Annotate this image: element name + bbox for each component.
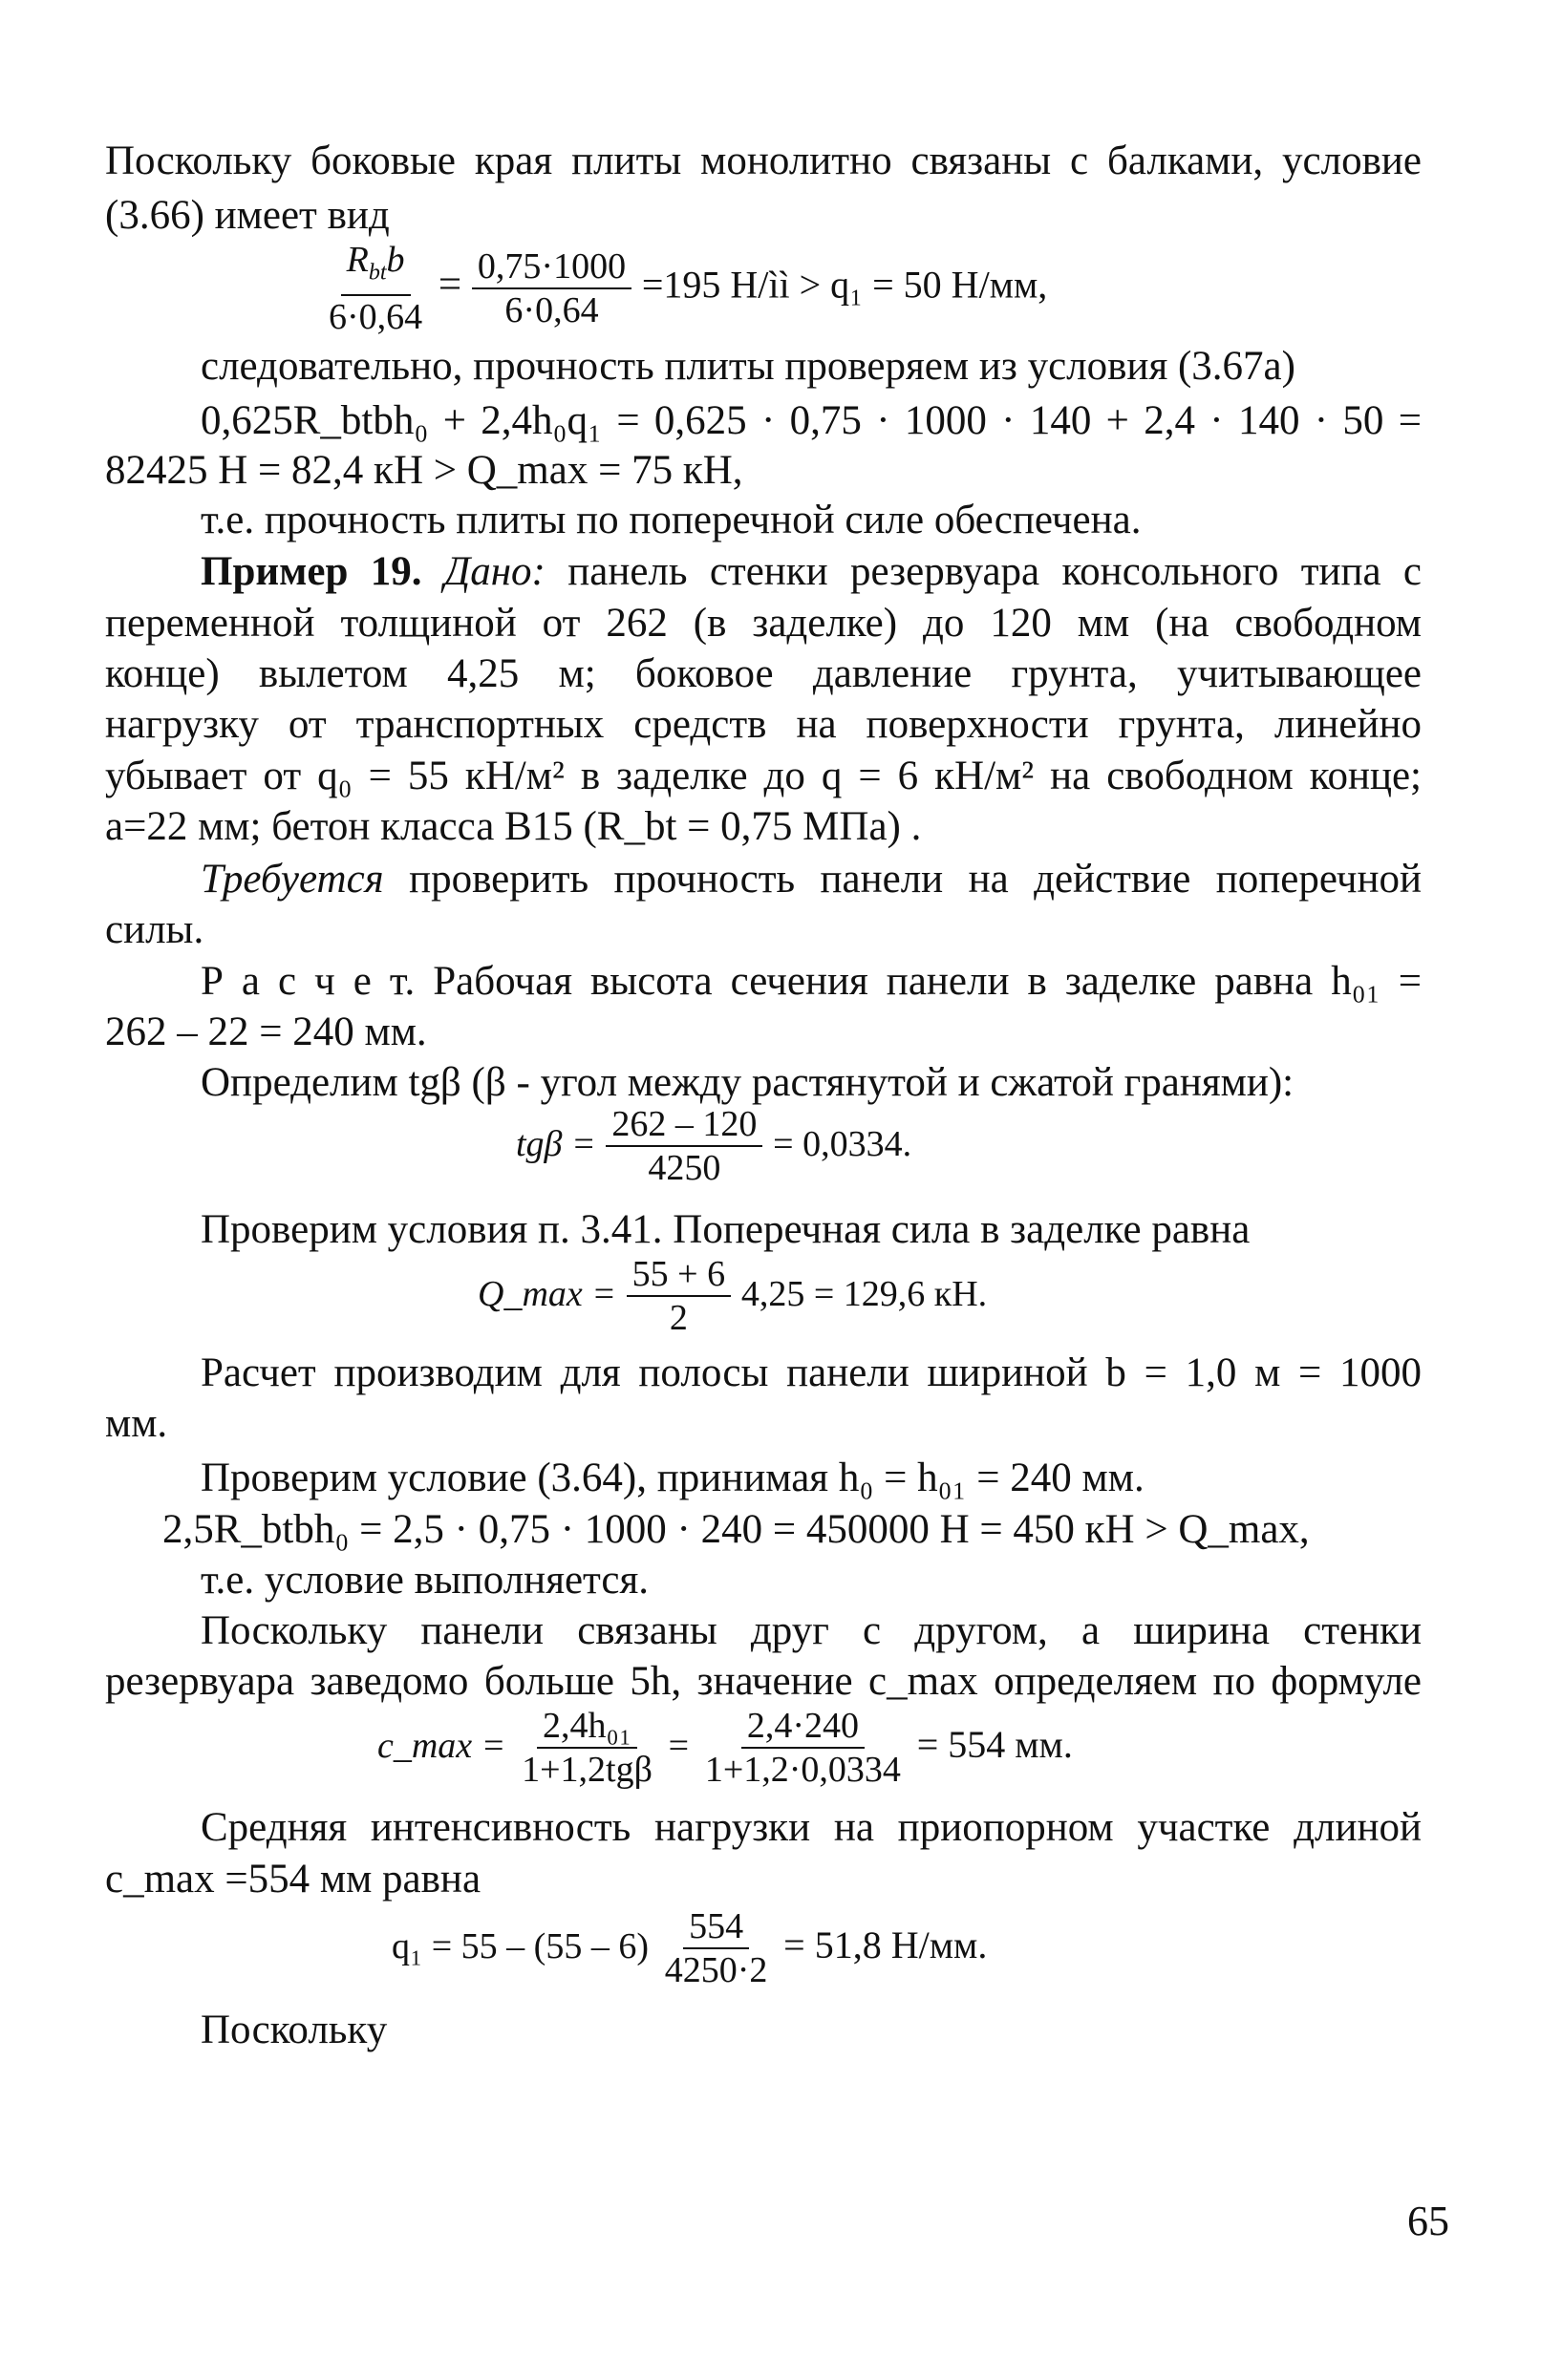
text-line: Средняя интенсивность нагрузки на приопорном участке длиной — [201, 1805, 1422, 1850]
text-line: 2,5R_btbh₀ = 2,5 · 0,75 · 1000 · 240 = 450000 Н = 450 кН > Q_max, — [162, 1507, 1310, 1552]
text-line: Расчет производим для полосы панели шириной b = 1,0 м = 1000 — [201, 1350, 1422, 1395]
text-line: т.е. прочность плиты по поперечной силе обеспечена. — [201, 498, 1142, 542]
text-line: a=22 мм; бетон класса В15 (R_bt = 0,75 МПа) . — [105, 804, 922, 849]
page-number: 65 — [1407, 2198, 1449, 2244]
text-line: Поскольку боковые края плиты монолитно связаны с балками, условие — [105, 138, 1422, 183]
text-line: Поскольку панели связаны друг с другом, а ширина стенки — [201, 1608, 1422, 1653]
text-line: т.е. условие выполняется. — [201, 1558, 649, 1603]
text-line: 262 – 22 = 240 мм. — [105, 1009, 427, 1054]
text-line: Требуется проверить прочность панели на действие поперечной — [201, 857, 1422, 902]
text-line: переменной толщиной от 262 (в заделке) до 120 мм (на свободном — [105, 601, 1422, 646]
formula-4: c_max = $\frac{\text{2,4h₀₁}}{\text{1+1,2tgβ}}$ = $\frac{2,4\cdot 240}{1+1,2\cdot 0,0334}$ = 554 мм. — [377, 1706, 1073, 1790]
text-line: c_max =554 мм равна — [105, 1857, 481, 1902]
fraction: $\frac{55 + 6}{2}$ — [627, 1253, 731, 1339]
text-line: нагрузку от транспортных средств на поверхности грунта, линейно — [105, 702, 1422, 747]
text-line: 0,625R_btbh₀ + 2,4h₀q₁ = 0,625 · 0,75 · 1000 · 140 + 2,4 · 140 · 50 = — [201, 398, 1422, 443]
text-line: Определим tgβ (β - угол между растянутой и сжатой гранями): — [201, 1060, 1295, 1105]
text-line: убывает от q₀ = 55 кН/м² в заделке до q = 6 кН/м² на свободном конце; — [105, 754, 1422, 798]
fraction: $\frac{554}{4250\cdot 2}$ — [664, 1906, 768, 1990]
text-line: Пример 19. Дано: панель стенки резервуара консольного типа с — [201, 549, 1423, 594]
text-line: Проверим условие (3.64), принимая h₀ = h₀₁ = 240 мм. — [201, 1456, 1145, 1500]
text-line: Поскольку — [201, 2008, 388, 2052]
fraction: $\frac{0,75\cdot 1000}{6\cdot 0,64}$ — [472, 245, 631, 331]
text-line: 82425 Н = 82,4 кН > Q_max = 75 кН, — [105, 448, 743, 493]
text-line: силы. — [105, 907, 204, 952]
text-line: конце) вылетом 4,25 м; боковое давление грунта, учитывающее — [105, 651, 1422, 696]
text-line: резервуара заведомо больше 5h, значение c_max определяем по формуле — [105, 1659, 1422, 1704]
fraction: $\frac{\text{2,4h₀₁}}{\text{1+1,2tgβ}}$ — [522, 1706, 653, 1790]
formula-3: Q_max = $\frac{55 + 6}{2}$ 4,25 = 129,6 кН. — [478, 1254, 988, 1338]
fraction: $\frac{262 - 120}{4250}$ — [606, 1103, 762, 1189]
fraction: $\frac{R_{bt}b}{6\cdot 0,64}$ — [329, 240, 423, 337]
formula-1: $\frac{R_{bt}b}{6\cdot 0,64}$ = $\frac{0,75\cdot 1000}{6\cdot 0,64}$ =195 Н/ìì > q₁ = 50 Н/мм, — [323, 239, 1047, 338]
formula-5: q₁ = 55 – (55 – 6) $\frac{554}{4250\cdot 2}$ = 51,8 Н/мм. — [392, 1906, 988, 1990]
text-line: (3.66) имеет вид — [105, 193, 390, 238]
formula-2: tgβ = $\frac{262 - 120}{4250}$ = 0,0334. — [516, 1104, 912, 1188]
text-line: мм. — [105, 1401, 168, 1446]
fraction: $\frac{2,4\cdot 240}{1+1,2\cdot 0,0334}$ — [704, 1706, 901, 1790]
text-line: следовательно, прочность плиты проверяем из условия (3.67а) — [201, 344, 1295, 389]
text-line: Р а с ч е т. Рабочая высота сечения панели в заделке равна h₀₁ = — [201, 959, 1422, 1004]
text-line: Проверим условия п. 3.41. Поперечная сила в заделке равна — [201, 1207, 1251, 1252]
